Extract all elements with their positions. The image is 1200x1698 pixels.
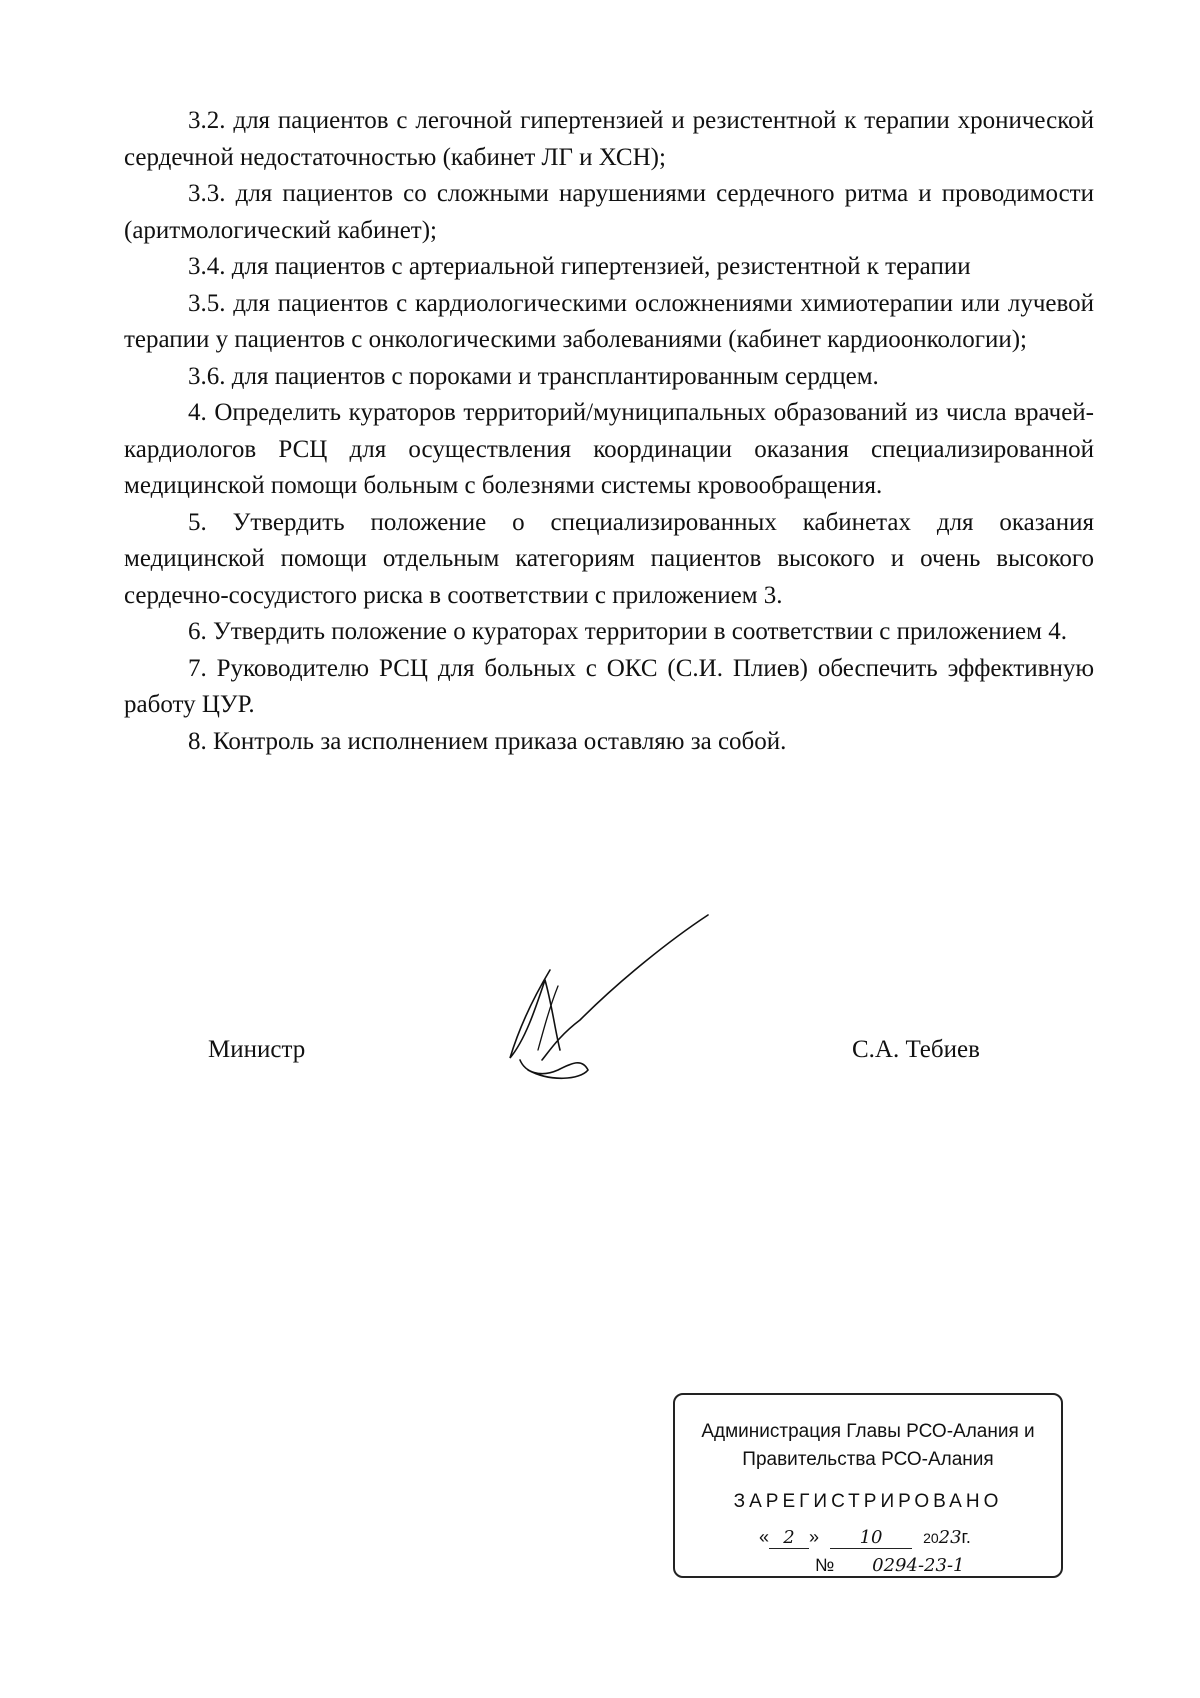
signatory-name: С.А. Тебиев <box>852 1036 980 1063</box>
stamp-organization-line1: Администрация Главы РСО-Алания и <box>701 1421 1035 1442</box>
number-value: 0294-23-1 <box>843 1556 993 1577</box>
stamp-number <box>815 1555 1055 1579</box>
stamp-date <box>759 1527 1019 1551</box>
paragraph-3-6: 3.6. для пациентов с пороками и трансплантированным сердцем. <box>188 362 879 390</box>
paragraph-3-2: 3.2. для пациентов с легочной гипертензией и резистентной к терапии хронической сердечной недостаточностью (кабинет ЛГ и ХСН); <box>124 107 1094 171</box>
paragraph-3-4: 3.4. для пациентов с артериальной гипертензией, резистентной к терапии <box>188 253 971 280</box>
signature-block <box>0 1036 1200 1076</box>
date-close-quote: » <box>809 1527 820 1547</box>
paragraph-3-3: 3.3. для пациентов со сложными нарушениями сердечного ритма и проводимости (аритмологический кабинет); <box>124 180 1094 244</box>
date-year-unit: г. <box>961 1527 971 1547</box>
registration-stamp <box>673 1393 1063 1578</box>
signatory-title: Министр <box>208 1036 306 1063</box>
date-month: 10 <box>830 1528 912 1549</box>
paragraph-3-5: 3.5. для пациентов с кардиологическими осложнениями химиотерапии или лучевой терапии у пациентов с онкологическими заболеваниями (кабинет кардиоонкологии); <box>124 289 1094 353</box>
date-year-prefix: 20 <box>923 1530 939 1546</box>
date-year-suffix: 23 <box>938 1527 962 1548</box>
paragraph-6: 6. Утвердить положение о кураторах территории в соответствии с приложением 4. <box>188 618 1067 645</box>
stamp-organization-line2: Правительства РСО-Алания <box>742 1449 994 1470</box>
paragraph-7: 7. Руководителю РСЦ для больных с ОКС (С.И. Плиев) обеспечить эффективную работу ЦУР. <box>124 654 1094 718</box>
date-day: 2 <box>769 1528 809 1549</box>
number-label: № <box>815 1555 835 1575</box>
paragraph-5: 5. Утвердить положение о специализированных кабинетах для оказания медицинской помощи отдельным категориям пациентов высокого и очень высокого сердечно-сосудистого риска в соответствии с приложением 3. <box>124 508 1094 609</box>
stamp-registered-label: ЗАРЕГИСТРИРОВАНО <box>733 1491 1003 1512</box>
paragraph-4: 4. Определить кураторов территорий/муниципальных образований из числа врачей-кардиологов РСЦ для осуществления координации оказания специализированной медицинской помощи больным с болезнями системы кровообращения. <box>124 399 1094 499</box>
date-open-quote: « <box>759 1527 770 1547</box>
paragraph-8: 8. Контроль за исполнением приказа оставляю за собой. <box>188 727 787 755</box>
document-body <box>124 103 1094 760</box>
